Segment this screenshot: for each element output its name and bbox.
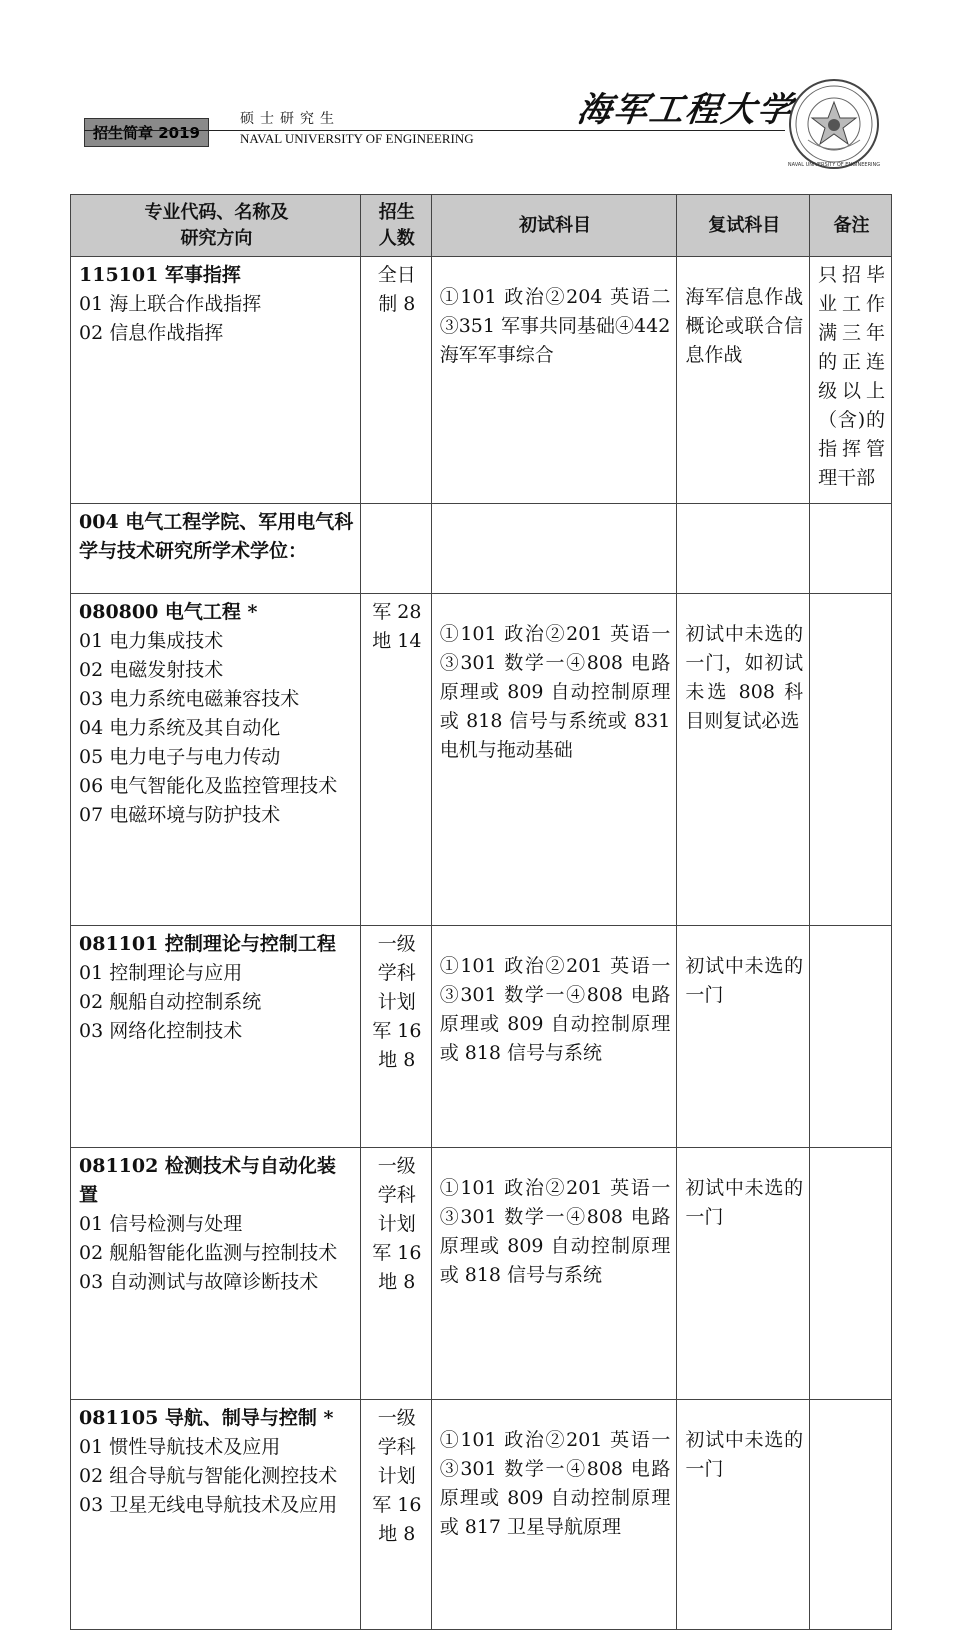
direction-item: 06 电气智能化及监控管理技术 <box>79 775 338 797</box>
direction-item: 01 惯性导航技术及应用 <box>79 1436 281 1458</box>
direction-item: 03 自动测试与故障诊断技术 <box>79 1271 319 1293</box>
exam-cell: ①101 政治②201 英语一③301 数学一④808 电路原理或 809 自动控制原理或 818 信号与系统 <box>431 926 677 1148</box>
major-title: 081105 导航、制导与控制 * <box>79 1407 334 1429</box>
table-row <box>71 257 892 504</box>
quota-cell <box>360 504 431 594</box>
major-title: 080800 电气工程 * <box>79 601 258 623</box>
admissions-table <box>70 194 892 1630</box>
exam-cell: ①101 政治②201 英语一③301 数学一④808 电路原理或 809 自动控制原理或 818 信号与系统或 831 电机与拖动基础 <box>431 594 677 926</box>
major-title: 081102 检测技术与自动化装置 <box>79 1155 336 1206</box>
quota-cell: 一级 学科 计划 军 16 地 8 <box>360 1148 431 1400</box>
retest-cell: 海军信息作战概论或联合信息作战 <box>677 257 810 504</box>
exam-cell: ①101 政治②201 英语一③301 数学一④808 电路原理或 809 自动控制原理或 818 信号与系统 <box>431 1148 677 1400</box>
direction-item: 03 网络化控制技术 <box>79 1020 243 1042</box>
table-row <box>71 1148 892 1400</box>
retest-cell <box>677 504 810 594</box>
table-row <box>71 504 892 594</box>
university-seal-icon <box>788 78 880 170</box>
note-cell <box>810 504 892 594</box>
direction-item: 01 信号检测与处理 <box>79 1213 243 1235</box>
quota-cell: 一级 学科 计划 军 16 地 8 <box>360 1400 431 1630</box>
direction-item: 02 舰船自动控制系统 <box>79 991 262 1013</box>
department-title: 004 电气工程学院、军用电气科学与技术研究所学术学位： <box>79 511 354 562</box>
subtitle-en: NAVAL UNIVERSITY OF ENGINEERING <box>240 131 474 146</box>
direction-item: 01 海上联合作战指挥 <box>79 293 262 315</box>
retest-cell: 初试中未选的一门 <box>677 1148 810 1400</box>
direction-item: 02 组合导航与智能化测控技术 <box>79 1465 338 1487</box>
direction-item: 01 电力集成技术 <box>79 630 224 652</box>
col-header-major: 专业代码、名称及 研究方向 <box>71 195 361 257</box>
retest-cell: 初试中未选的一门 <box>677 1400 810 1630</box>
direction-item: 03 电力系统电磁兼容技术 <box>79 688 300 710</box>
quota-cell: 全日 制 8 <box>360 257 431 504</box>
table-row <box>71 1400 892 1630</box>
retest-cell: 初试中未选的一门，如初试未选 808 科目则复试必选 <box>677 594 810 926</box>
brochure-badge: 招生简章 2019 <box>84 118 209 147</box>
direction-item: 04 电力系统及其自动化 <box>79 717 281 739</box>
quota-cell: 军 28 地 14 <box>360 594 431 926</box>
university-calligraphy: 海军工程大学 <box>574 90 797 130</box>
direction-item: 02 舰船智能化监测与控制技术 <box>79 1242 338 1264</box>
col-header-note: 备注 <box>810 195 892 257</box>
direction-item: 02 信息作战指挥 <box>79 322 224 344</box>
major-title: 081101 控制理论与控制工程 <box>79 933 336 955</box>
seal-text: NAVAL UNIVERSITY OF ENGINEERING <box>788 162 880 168</box>
table-row <box>71 594 892 926</box>
col-header-quota: 招生 人数 <box>360 195 431 257</box>
quota-cell: 一级 学科 计划 军 16 地 8 <box>360 926 431 1148</box>
exam-cell: ①101 政治②201 英语一③301 数学一④808 电路原理或 809 自动控制原理或 817 卫星导航原理 <box>431 1400 677 1630</box>
exam-cell <box>431 504 677 594</box>
col-header-retest: 复试科目 <box>677 195 810 257</box>
exam-cell: ①101 政治②204 英语二③351 军事共同基础④442 海军军事综合 <box>431 257 677 504</box>
note-cell <box>810 926 892 1148</box>
col-header-exam: 初试科目 <box>431 195 677 257</box>
note-cell <box>810 1400 892 1630</box>
table-row <box>71 926 892 1148</box>
direction-item: 07 电磁环境与防护技术 <box>79 804 281 826</box>
note-cell: 只招毕业工作满三年的正连级以上（含)的指挥管理干部 <box>810 257 892 504</box>
direction-item: 03 卫星无线电导航技术及应用 <box>79 1494 338 1516</box>
direction-item: 02 电磁发射技术 <box>79 659 224 681</box>
major-title: 115101 军事指挥 <box>79 264 241 286</box>
note-cell <box>810 594 892 926</box>
retest-cell: 初试中未选的一门 <box>677 926 810 1148</box>
direction-item: 05 电力电子与电力传动 <box>79 746 281 768</box>
direction-item: 01 控制理论与应用 <box>79 962 243 984</box>
subtitle-zh: 硕士研究生 <box>240 111 340 127</box>
table-header-row <box>71 195 892 257</box>
note-cell <box>810 1148 892 1400</box>
